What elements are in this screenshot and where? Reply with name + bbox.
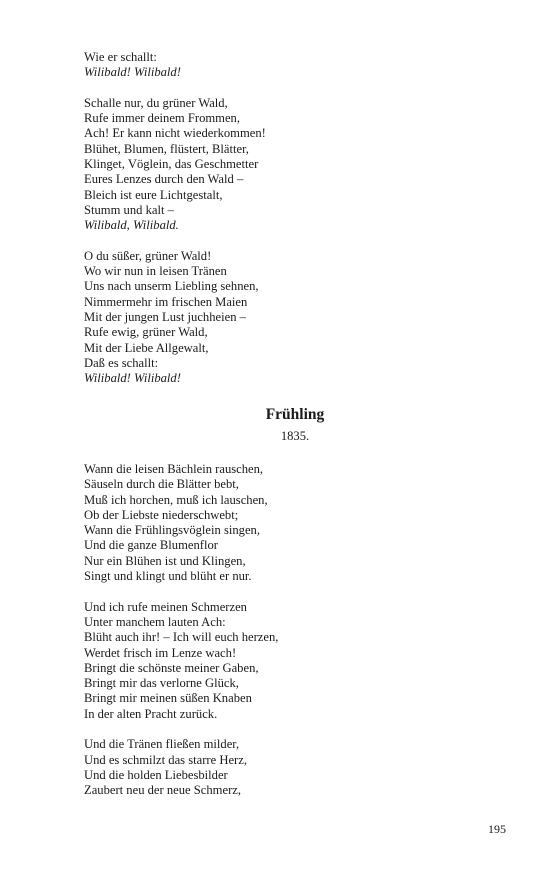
poem-title: Frühling xyxy=(265,406,325,423)
verse-line: Muß ich horchen, muß ich lauschen, xyxy=(84,492,268,507)
verse-line: Bringt mir meinen süßen Knaben xyxy=(84,691,252,706)
verse-line: Wilibald, Wilibald. xyxy=(84,218,179,233)
verse-line: Nur ein Blühen ist und Klingen, xyxy=(84,553,246,568)
verse-line: Unter manchem lauten Ach: xyxy=(84,614,226,629)
verse-line: Wann die leisen Bächlein rauschen, xyxy=(84,462,264,476)
verse-line: Bringt mir das verlorne Glück, xyxy=(84,676,239,691)
verse-line: Säuseln durch die Blätter bebt, xyxy=(84,477,239,492)
upper-poem-ending xyxy=(84,50,484,387)
verse-line: Und die ganze Blumenflor xyxy=(84,538,218,553)
verse-line: Stumm und kalt – xyxy=(84,202,174,217)
verse-line: Wilibald! Wilibald! xyxy=(84,371,181,386)
verse-line: Bringt die schönste meiner Gaben, xyxy=(84,660,259,675)
verse-line: Und es schmilzt das starre Herz, xyxy=(84,752,247,767)
poem-body xyxy=(84,462,484,799)
verse-line: Werdet frisch im Lenze wach! xyxy=(84,645,237,660)
verse-line: Blüht auch ihr! – Ich will euch herzen, xyxy=(84,630,279,645)
verse-line: Mit der Liebe Allgewalt, xyxy=(84,340,209,355)
verse-line: Und die Tränen fließen milder, xyxy=(84,737,240,752)
verse-line: Ach! Er kann nicht wiederkommen! xyxy=(84,126,266,141)
verse-line: Wo wir nun in leisen Tränen xyxy=(84,264,227,279)
verse-line: O du süßer, grüner Wald! xyxy=(84,248,212,263)
page-number: 195 xyxy=(488,822,506,836)
verse-line: Schalle nur, du grüner Wald, xyxy=(84,95,228,110)
verse-line: Klinget, Vöglein, das Geschmetter xyxy=(84,157,259,172)
verse-line: Zaubert neu der neue Schmerz, xyxy=(84,783,241,798)
stanza xyxy=(84,737,484,798)
verse-line: Eures Lenzes durch den Wald – xyxy=(84,172,244,187)
verse-line: Mit der jungen Lust juchheien – xyxy=(84,310,246,325)
stanza xyxy=(84,50,484,81)
verse-line: Uns nach unserm Liebling sehnen, xyxy=(84,279,259,294)
verse-line: Rufe ewig, grüner Wald, xyxy=(84,325,208,340)
verse-line: Blühet, Blumen, flüstert, Blätter, xyxy=(84,141,249,156)
verse-line: Wann die Frühlingsvöglein singen, xyxy=(84,523,260,538)
verse-line: Wilibald! Wilibald! xyxy=(84,65,181,80)
verse-line: In der alten Pracht zurück. xyxy=(84,706,218,721)
verse-line: Bleich ist eure Lichtgestalt, xyxy=(84,187,223,202)
verse-line: Wie er schallt: xyxy=(84,50,157,64)
stanza xyxy=(84,96,484,234)
verse-line: Ob der Liebste niederschwebt; xyxy=(84,507,239,522)
verse-line: Nimmermehr im frischen Maien xyxy=(84,294,248,309)
poem-date: 1835. xyxy=(280,429,310,443)
verse-line: Und die holden Liebesbilder xyxy=(84,767,228,782)
stanza xyxy=(84,600,484,722)
verse-line: Und ich rufe meinen Schmerzen xyxy=(84,599,247,614)
stanza xyxy=(84,462,484,584)
verse-line: Daß es schallt: xyxy=(84,355,159,370)
stanza xyxy=(84,249,484,387)
verse-line: Singt und klingt und blüht er nur. xyxy=(84,569,252,584)
verse-line: Rufe immer deinem Frommen, xyxy=(84,111,240,126)
